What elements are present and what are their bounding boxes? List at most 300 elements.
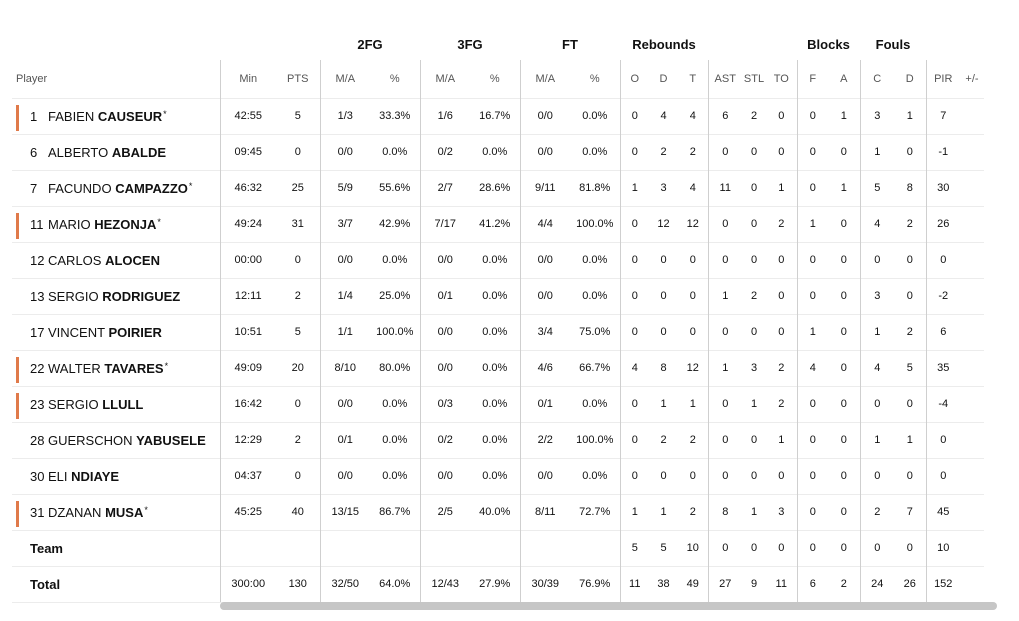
- stat-plusminus: [960, 242, 984, 278]
- player-name-cell[interactable]: [12, 134, 220, 170]
- stat-min: 04:37: [220, 458, 276, 494]
- player-last-name: ALOCEN: [105, 252, 160, 268]
- starter-mark: *: [188, 180, 193, 191]
- stat-foul-d: 2: [894, 314, 926, 350]
- stat-plusminus: [960, 386, 984, 422]
- stat-reb-o: 0: [620, 386, 649, 422]
- stat-min: 12:11: [220, 278, 276, 314]
- stat-ast: 0: [708, 386, 742, 422]
- stat-3fg-ma: 0/1: [420, 278, 470, 314]
- stat-blk-a: 0: [828, 386, 860, 422]
- stat-min: 09:45: [220, 134, 276, 170]
- stat-pir: 35: [926, 350, 960, 386]
- stat-ast: 0: [708, 242, 742, 278]
- stat-pir: 0: [926, 242, 960, 278]
- stat-pts: 5: [276, 314, 320, 350]
- stat-2fg-ma: 0/0: [320, 386, 370, 422]
- boxscore-table: [12, 28, 984, 603]
- stat-ft-ma: 2/2: [520, 422, 570, 458]
- player-name-cell[interactable]: [12, 242, 220, 278]
- player-last-name: LLULL: [102, 396, 144, 412]
- player-row: [12, 494, 984, 530]
- stat-blk-a: 0: [828, 314, 860, 350]
- player-name-cell[interactable]: [12, 458, 220, 494]
- stat-blk-a: 0: [828, 422, 860, 458]
- stat-blk-f: 1: [797, 206, 828, 242]
- stat-ft-pct: 81.8%: [570, 170, 620, 206]
- stat-foul-c: 4: [860, 206, 894, 242]
- header-reb-t: T: [689, 72, 697, 85]
- stat-blk-a: 1: [828, 98, 860, 134]
- stat-3fg-ma: 2/7: [420, 170, 470, 206]
- stat-pts: 40: [276, 494, 320, 530]
- stat-ast: 0: [708, 422, 742, 458]
- player-first-name: VINCENT: [48, 324, 105, 340]
- stat-reb-t: 49: [678, 566, 708, 602]
- stat-min: 49:09: [220, 350, 276, 386]
- stat-3fg-pct: 0.0%: [470, 242, 520, 278]
- stat-pir: 10: [926, 530, 960, 566]
- player-last-name: ABALDE: [111, 144, 167, 160]
- stat-ast: 0: [708, 458, 742, 494]
- stat-blk-f: 0: [797, 98, 828, 134]
- stat-min: [220, 530, 276, 566]
- player-row: [12, 350, 984, 386]
- player-first-name: WALTER: [48, 360, 101, 376]
- stat-ft-pct: 0.0%: [570, 458, 620, 494]
- player-name-cell[interactable]: [12, 494, 220, 530]
- stat-stl: 9: [742, 566, 766, 602]
- header-pir: PIR: [926, 60, 960, 98]
- stat-reb-t: 0: [678, 458, 708, 494]
- player-row: [12, 314, 984, 350]
- stat-to: 0: [766, 314, 797, 350]
- stat-to: 3: [766, 494, 797, 530]
- stat-pts: 2: [276, 422, 320, 458]
- stat-blk-f: 0: [797, 134, 828, 170]
- stat-stl: 1: [742, 386, 766, 422]
- stat-reb-d: 12: [649, 206, 678, 242]
- player-first-name: DZANAN: [48, 504, 102, 520]
- stat-pts: 0: [276, 134, 320, 170]
- player-row: [12, 386, 984, 422]
- stat-ft-ma: 9/11: [520, 170, 570, 206]
- stat-stl: 0: [742, 134, 766, 170]
- stat-3fg-pct: [470, 530, 520, 566]
- player-name-cell[interactable]: [12, 386, 220, 422]
- player-last-name: TAVARES: [104, 360, 164, 376]
- stat-3fg-pct: 0.0%: [470, 350, 520, 386]
- stat-min: 12:29: [220, 422, 276, 458]
- stat-2fg-ma: 0/0: [320, 458, 370, 494]
- stat-3fg-ma: 0/2: [420, 422, 470, 458]
- player-last-name: CAUSEUR: [97, 108, 163, 124]
- group-blocks: Blocks: [807, 36, 850, 52]
- stat-pts: 2: [276, 278, 320, 314]
- stat-reb-o: 1: [620, 170, 649, 206]
- player-last-name: CAMPAZZO: [115, 180, 188, 196]
- stat-2fg-pct: 64.0%: [370, 566, 420, 602]
- stat-min: 45:25: [220, 494, 276, 530]
- stat-foul-c: 0: [860, 242, 894, 278]
- starter-mark: *: [164, 360, 169, 371]
- starter-mark: *: [157, 216, 161, 227]
- stat-pts: 130: [276, 566, 320, 602]
- stat-3fg-ma: 1/6: [420, 98, 470, 134]
- stat-to: 1: [766, 422, 797, 458]
- group-header-row: [12, 28, 984, 60]
- stat-blk-f: 0: [797, 386, 828, 422]
- stat-reb-o: 0: [620, 278, 649, 314]
- stat-blk-a: 0: [828, 494, 860, 530]
- stat-ft-ma: 4/6: [520, 350, 570, 386]
- player-last-name: YABUSELE: [136, 432, 206, 448]
- stat-ast: 0: [708, 314, 742, 350]
- stat-stl: 0: [742, 314, 766, 350]
- stat-ast: 0: [708, 530, 742, 566]
- stat-pts: 0: [276, 242, 320, 278]
- starter-indicator: [16, 105, 19, 131]
- starter-indicator: [16, 501, 19, 527]
- stat-ft-pct: 0.0%: [570, 278, 620, 314]
- stat-3fg-ma: 0/2: [420, 134, 470, 170]
- stat-2fg-ma: 1/1: [320, 314, 370, 350]
- header-pts: PTS: [287, 72, 309, 85]
- starter-indicator: [16, 393, 19, 419]
- stat-stl: 1: [742, 494, 766, 530]
- stat-pir: 30: [926, 170, 960, 206]
- stat-ast: 1: [708, 350, 742, 386]
- player-number: 31: [30, 504, 45, 520]
- stat-foul-d: 0: [894, 278, 926, 314]
- header-foul-d: D: [905, 72, 914, 85]
- stat-reb-t: 2: [678, 134, 708, 170]
- stat-blk-a: 0: [828, 350, 860, 386]
- header-blk-f: F: [797, 60, 828, 98]
- stat-stl: 0: [742, 530, 766, 566]
- stat-reb-d: 1: [649, 386, 678, 422]
- stat-2fg-pct: 55.6%: [370, 170, 420, 206]
- stat-2fg-ma: 3/7: [320, 206, 370, 242]
- column-header-row: [12, 60, 984, 98]
- stat-3fg-pct: 40.0%: [470, 494, 520, 530]
- header-3fg-ma: M/A: [420, 60, 470, 98]
- stat-stl: 0: [742, 242, 766, 278]
- player-last-name: POIRIER: [108, 324, 162, 340]
- stat-ft-pct: 0.0%: [570, 386, 620, 422]
- player-first-name: CARLOS: [48, 252, 102, 268]
- stat-3fg-pct: 41.2%: [470, 206, 520, 242]
- stat-foul-c: 3: [860, 278, 894, 314]
- player-first-name: FABIEN: [48, 108, 95, 124]
- stat-blk-a: 2: [828, 566, 860, 602]
- stat-blk-f: 0: [797, 242, 828, 278]
- stat-ft-ma: 3/4: [520, 314, 570, 350]
- stat-foul-d: 5: [894, 350, 926, 386]
- scrollbar-thumb[interactable]: [220, 602, 997, 610]
- stat-3fg-pct: 0.0%: [470, 386, 520, 422]
- player-number: 11: [30, 216, 44, 232]
- stat-reb-t: 0: [678, 278, 708, 314]
- stat-3fg-ma: 0/0: [420, 458, 470, 494]
- stat-ft-ma: 8/11: [520, 494, 570, 530]
- stat-reb-t: 10: [678, 530, 708, 566]
- stat-foul-d: 1: [894, 422, 926, 458]
- header-plusminus: +/-: [965, 72, 979, 85]
- stat-plusminus: [960, 278, 984, 314]
- boxscore-body: [12, 98, 984, 602]
- stat-ft-pct: 0.0%: [570, 98, 620, 134]
- stat-ft-pct: 0.0%: [570, 242, 620, 278]
- stat-blk-a: 0: [828, 278, 860, 314]
- stat-pir: -2: [926, 278, 960, 314]
- stat-plusminus: [960, 494, 984, 530]
- player-name-cell[interactable]: [12, 98, 220, 134]
- stat-reb-d: 5: [649, 530, 678, 566]
- stat-ft-pct: 100.0%: [570, 422, 620, 458]
- stat-stl: 2: [742, 278, 766, 314]
- player-row: [12, 206, 984, 242]
- stat-ft-ma: 0/1: [520, 386, 570, 422]
- stat-pts: 0: [276, 458, 320, 494]
- header-blk-a: A: [840, 72, 848, 85]
- stat-2fg-ma: 0/0: [320, 242, 370, 278]
- stat-reb-o: 1: [620, 494, 649, 530]
- header-2fg-pct: %: [389, 72, 400, 85]
- stat-blk-a: 0: [828, 458, 860, 494]
- stat-2fg-ma: 32/50: [320, 566, 370, 602]
- stat-stl: 0: [742, 170, 766, 206]
- group-fouls: Fouls: [875, 36, 911, 52]
- header-foul-c: C: [860, 60, 894, 98]
- stat-blk-a: 1: [828, 170, 860, 206]
- stat-2fg-ma: 1/3: [320, 98, 370, 134]
- stat-to: 1: [766, 170, 797, 206]
- stat-blk-f: 0: [797, 422, 828, 458]
- stat-reb-t: 0: [678, 314, 708, 350]
- stat-reb-t: 1: [678, 386, 708, 422]
- stat-stl: 0: [742, 206, 766, 242]
- stat-ft-ma: 0/0: [520, 134, 570, 170]
- stat-stl: 2: [742, 98, 766, 134]
- stat-ft-pct: 66.7%: [570, 350, 620, 386]
- stat-foul-d: 0: [894, 242, 926, 278]
- stat-reb-d: 4: [649, 98, 678, 134]
- stat-plusminus: [960, 170, 984, 206]
- stat-stl: 0: [742, 422, 766, 458]
- stat-plusminus: [960, 314, 984, 350]
- stat-ft-ma: [520, 530, 570, 566]
- stat-2fg-pct: 0.0%: [370, 458, 420, 494]
- player-name-cell[interactable]: [12, 350, 220, 386]
- stat-to: 11: [766, 566, 797, 602]
- stat-3fg-pct: 27.9%: [470, 566, 520, 602]
- stat-pir: 152: [926, 566, 960, 602]
- stat-to: 2: [766, 350, 797, 386]
- stat-reb-d: 1: [649, 494, 678, 530]
- stat-pts: 20: [276, 350, 320, 386]
- player-name-cell[interactable]: [12, 422, 220, 458]
- stat-blk-f: 0: [797, 278, 828, 314]
- stat-min: 16:42: [220, 386, 276, 422]
- stat-reb-t: 2: [678, 422, 708, 458]
- group-2fg: 2FG: [357, 36, 383, 52]
- stat-2fg-ma: 8/10: [320, 350, 370, 386]
- stat-pts: [276, 530, 320, 566]
- player-row: [12, 134, 984, 170]
- stat-ast: 6: [708, 98, 742, 134]
- player-name-cell[interactable]: [12, 206, 220, 242]
- stat-plusminus: [960, 458, 984, 494]
- stat-ast: 11: [708, 170, 742, 206]
- stat-foul-c: 1: [860, 134, 894, 170]
- stat-foul-d: 2: [894, 206, 926, 242]
- stat-2fg-pct: 0.0%: [370, 386, 420, 422]
- stat-3fg-pct: 0.0%: [470, 458, 520, 494]
- stat-3fg-ma: 7/17: [420, 206, 470, 242]
- stat-2fg-ma: 0/0: [320, 134, 370, 170]
- stat-min: 10:51: [220, 314, 276, 350]
- stat-plusminus: [960, 98, 984, 134]
- stat-pir: 7: [926, 98, 960, 134]
- header-reb-d: D: [659, 72, 668, 85]
- stat-ast: 1: [708, 278, 742, 314]
- stat-reb-d: 0: [649, 314, 678, 350]
- stat-reb-o: 11: [620, 566, 649, 602]
- stat-foul-c: 1: [860, 422, 894, 458]
- stat-ft-pct: 100.0%: [570, 206, 620, 242]
- stat-reb-o: 0: [620, 98, 649, 134]
- stat-2fg-ma: 1/4: [320, 278, 370, 314]
- header-player: Player: [16, 72, 48, 85]
- stat-reb-t: 12: [678, 350, 708, 386]
- player-first-name: GUERSCHON: [48, 432, 133, 448]
- player-name-cell[interactable]: [12, 314, 220, 350]
- stat-ft-pct: 72.7%: [570, 494, 620, 530]
- stat-blk-f: 6: [797, 566, 828, 602]
- stat-ast: 0: [708, 206, 742, 242]
- player-name-cell[interactable]: [12, 170, 220, 206]
- header-2fg-ma: M/A: [320, 60, 370, 98]
- stat-blk-f: 4: [797, 350, 828, 386]
- player-name-cell[interactable]: [12, 278, 220, 314]
- stat-stl: 0: [742, 458, 766, 494]
- stat-2fg-pct: 86.7%: [370, 494, 420, 530]
- stat-2fg-pct: 0.0%: [370, 134, 420, 170]
- player-number: 22: [30, 360, 45, 376]
- player-row: [12, 422, 984, 458]
- player-number: 17: [30, 324, 45, 340]
- stat-ast: 8: [708, 494, 742, 530]
- header-3fg-pct: %: [489, 72, 500, 85]
- stat-2fg-pct: 0.0%: [370, 422, 420, 458]
- header-min: Min: [220, 60, 276, 98]
- stat-reb-o: 0: [620, 134, 649, 170]
- stat-blk-a: 0: [828, 530, 860, 566]
- player-last-name: NDIAYE: [71, 468, 120, 484]
- stat-ft-ma: 0/0: [520, 242, 570, 278]
- stat-foul-d: 0: [894, 134, 926, 170]
- header-ast: AST: [708, 60, 742, 98]
- stat-reb-o: 5: [620, 530, 649, 566]
- stat-reb-d: 2: [649, 422, 678, 458]
- horizontal-scrollbar[interactable]: [220, 602, 997, 610]
- player-row: [12, 98, 984, 134]
- stat-min: 42:55: [220, 98, 276, 134]
- player-last-name: HEZONJA: [94, 216, 157, 232]
- stat-2fg-ma: 13/15: [320, 494, 370, 530]
- group-3fg: 3FG: [457, 36, 483, 52]
- stat-to: 0: [766, 458, 797, 494]
- stat-to: 0: [766, 242, 797, 278]
- stat-reb-t: 12: [678, 206, 708, 242]
- stat-pts: 25: [276, 170, 320, 206]
- player-last-name: RODRIGUEZ: [102, 288, 181, 304]
- stat-3fg-pct: 28.6%: [470, 170, 520, 206]
- header-reb-o: O: [620, 60, 649, 98]
- group-ft: FT: [562, 36, 578, 52]
- stat-reb-d: 0: [649, 278, 678, 314]
- stat-plusminus: [960, 206, 984, 242]
- stat-ft-ma: 0/0: [520, 458, 570, 494]
- player-number: 23: [30, 396, 45, 412]
- stat-pts: 5: [276, 98, 320, 134]
- stat-pir: -4: [926, 386, 960, 422]
- stat-reb-t: 4: [678, 170, 708, 206]
- stat-blk-f: 0: [797, 170, 828, 206]
- stat-ft-pct: 76.9%: [570, 566, 620, 602]
- stat-ft-pct: 75.0%: [570, 314, 620, 350]
- stat-to: 2: [766, 206, 797, 242]
- stat-foul-d: 0: [894, 458, 926, 494]
- stat-ast: 27: [708, 566, 742, 602]
- stat-reb-o: 0: [620, 458, 649, 494]
- stat-foul-c: 0: [860, 386, 894, 422]
- stat-to: 0: [766, 134, 797, 170]
- stat-min: 300:00: [220, 566, 276, 602]
- stat-3fg-pct: 0.0%: [470, 314, 520, 350]
- stat-blk-a: 0: [828, 242, 860, 278]
- stat-plusminus: [960, 422, 984, 458]
- stat-foul-c: 2: [860, 494, 894, 530]
- stat-reb-t: 0: [678, 242, 708, 278]
- stat-3fg-pct: 0.0%: [470, 422, 520, 458]
- stat-to: 0: [766, 530, 797, 566]
- stat-reb-d: 0: [649, 242, 678, 278]
- stat-reb-o: 0: [620, 314, 649, 350]
- stat-3fg-ma: 2/5: [420, 494, 470, 530]
- stat-foul-d: 7: [894, 494, 926, 530]
- stat-3fg-ma: [420, 530, 470, 566]
- stat-2fg-pct: [370, 530, 420, 566]
- stat-foul-d: 8: [894, 170, 926, 206]
- stat-reb-t: 2: [678, 494, 708, 530]
- stat-reb-o: 0: [620, 242, 649, 278]
- group-rebounds: Rebounds: [632, 36, 696, 52]
- stat-2fg-ma: [320, 530, 370, 566]
- stat-3fg-ma: 0/0: [420, 314, 470, 350]
- stat-2fg-ma: 0/1: [320, 422, 370, 458]
- player-number: 28: [30, 432, 45, 448]
- stat-2fg-pct: 25.0%: [370, 278, 420, 314]
- player-last-name: MUSA: [105, 504, 144, 520]
- stat-to: 2: [766, 386, 797, 422]
- stat-foul-c: 4: [860, 350, 894, 386]
- stat-ft-ma: 0/0: [520, 98, 570, 134]
- stat-foul-c: 0: [860, 458, 894, 494]
- starter-indicator: [16, 357, 19, 383]
- stat-pir: 6: [926, 314, 960, 350]
